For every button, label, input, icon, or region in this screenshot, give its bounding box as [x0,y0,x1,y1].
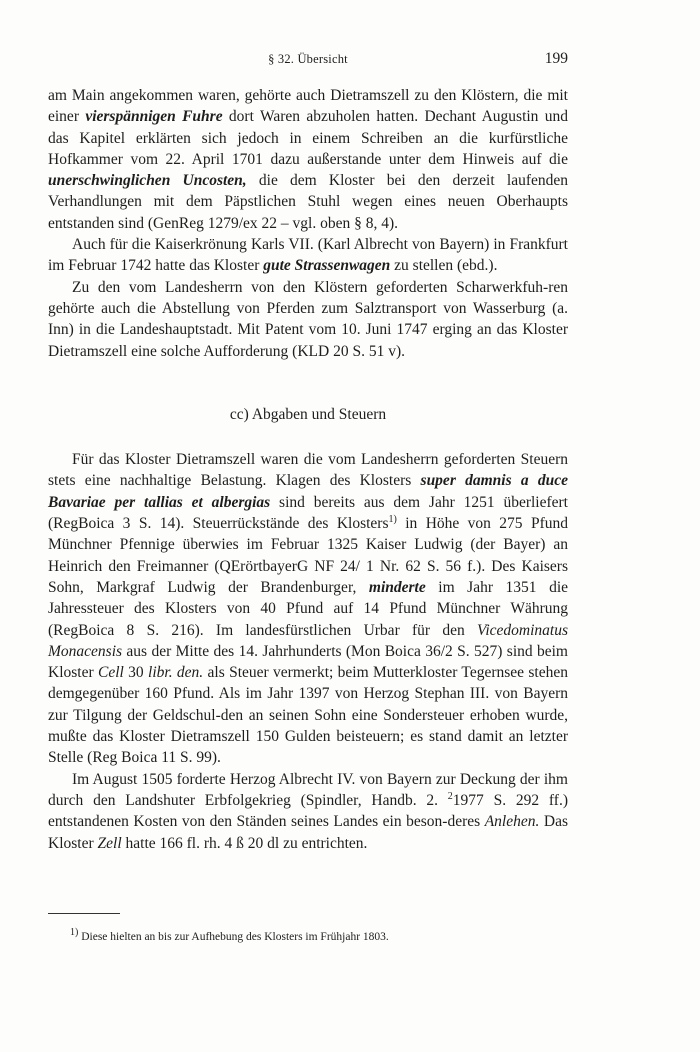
emphasized-term: vierspännigen Fuhre [85,108,223,126]
footnote-reference: 1) [388,513,397,525]
text-run: 1977 S. 292 ff.) entstandenen Kosten von den Ständen seines Landes ein beson-deres [48,791,568,831]
footnote-divider [48,913,120,914]
body-text [48,85,568,854]
text-run: sind bereits aus dem Jahr 1251 überliefert (RegBoica 3 S. 14). Steuerrückstände des Klosters [48,493,568,533]
text-run: Im August 1505 forderte Herzog Albrecht IV. von Bayern zur Deckung der ihm durch den Landshuter Erbfolgekrieg (Spindler, Handb. 2. [48,770,568,809]
italic-term: Zell [97,834,122,852]
footnote [70,927,570,945]
text-run: in Höhe von 275 Pfund Münchner Pfennige überwies im Februar 1325 Kaiser Ludwig (der Bayer) an Heinrich den Freimanner (QErörtbayerG NF 24/ 1 Nr. 62 S. 56 f.). Des Kaisers Sohn, Markgraf Ludwig der Brandenburger, [48,515,568,596]
paragraph [48,85,568,234]
italic-term: Cell [97,664,124,682]
running-head [48,50,568,70]
footnote-text: Diese hielten an bis zur Aufhebung des Klosters im Frühjahr 1803. [78,931,389,943]
emphasized-term: gute Strassenwagen [263,257,391,275]
footnote-marker: 1) [70,927,79,939]
text-run: Das Kloster [48,813,569,852]
text-run: Zu den vom Landesherrn von den Klöstern geforderten Scharwerkfuh-ren gehörte auch die Abstellung von Pferden zum Salztransport von Wasserburg (a. Inn) in die Landeshauptstadt. Mit Patent vom 10. Juni 1747 erging an das Kloster Dietramszell eine solche Aufforderung (KLD 20 S. 51 v). [48,278,568,360]
text-run: im Jahr 1351 die Jahressteuer des Klosters von 40 Pfund auf 14 Pfund Münchner Währung (RegBoica 8 S. 216). Im landesfürstlichen Urbar für den [48,578,569,639]
running-title: § 32. Übersicht [268,52,348,66]
text-run: Auch für die Kaiserkrönung Karls VII. (Karl Albrecht von Bayern) in Frankfurt im Februar 1742 hatte das Kloster [48,236,568,275]
emphasized-term: minderte [368,578,426,596]
italic-term: Vicedominatus Monacensis [48,621,568,660]
emphasized-term: super damnis a duce Bavariae per tallias et albergias [48,472,568,511]
text-run: am Main angekommen waren, gehörte auch Dietramszell zu den Klöstern, die mit einer [48,87,568,126]
text-run: Für das Kloster Dietramszell waren die vom Landesherrn geforderten Steuern stets eine nachhaltige Belastung. Klagen des Klosters [48,451,568,490]
text-run: dort Waren abzuholen hatten. Dechant Augustin und das Kapitel erklärten sich jedoch in einem Schreiben an die kurfürstliche Hofkammer vom 22. April 1701 dazu außerstande unter dem Hinweis auf die [48,108,569,168]
paragraph [48,234,568,277]
page-number: 199 [544,50,568,67]
paragraph [48,449,568,768]
italic-term: Anlehen. [484,813,540,831]
emphasized-term: unerschwinglichen Uncosten, [48,172,247,190]
paragraph [48,277,568,362]
text-run: als Steuer vermerkt; beim Mutterkloster Tegernsee stehen demgegenüber 160 Pfund. Als im Jahr 1397 von Herzog Stephan III. von Bayern zur Tilgung der Geldschul-den an seinen Sohn eine Sondersteuer erhoben wurde, mußte das Kloster Dietramszell 150 Gulden beisteuern; es stand damit an letzter Stelle (Reg Boica 11 S. 99). [48,664,568,767]
text-run: hatte 166 fl. rh. 4 ß 20 dl zu entrichten. [121,834,368,852]
paragraph [48,769,568,854]
text-run: zu stellen (ebd.). [390,257,498,275]
text-run: aus der Mitte des 14. Jahrhunderts (Mon Boica 36/2 S. 527) sind beim Kloster [48,642,568,682]
text-run: 30 [123,664,149,682]
edition-superscript: 2 [447,790,453,802]
section-heading: cc) Abgaben und Steuern [229,405,387,423]
text-run: die dem Kloster bei den derzeit laufenden Verhandlungen mit dem Päpstlichen Stuhl wegen eines neuen Oberhaupts entstanden sind (GenReg 1279/ex 22 – vgl. oben § 8, 4). [48,172,568,232]
italic-term: libr. den. [148,664,204,682]
